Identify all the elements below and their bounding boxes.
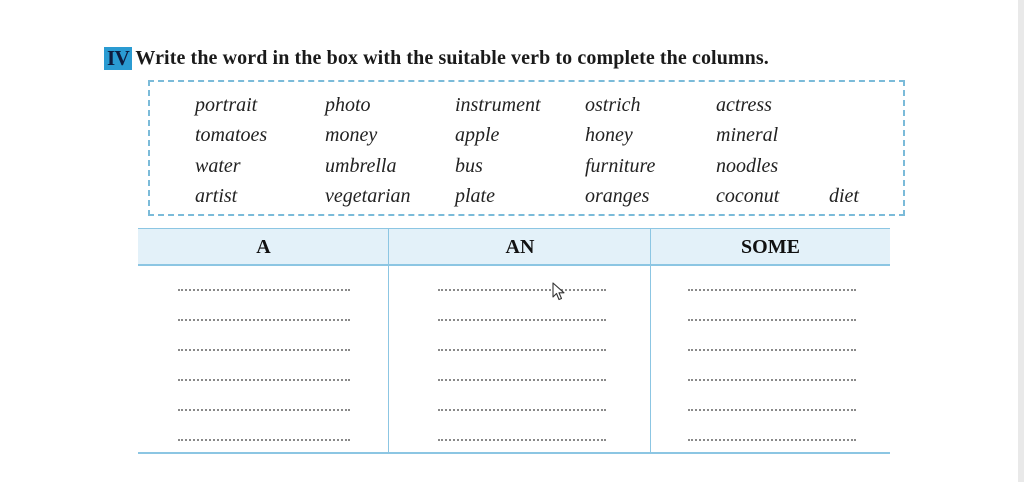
answer-line[interactable]: [438, 349, 606, 353]
answer-line[interactable]: [688, 349, 856, 353]
word-box-word: artist: [195, 185, 238, 207]
word-box-word: money: [325, 124, 378, 146]
answer-line[interactable]: [178, 379, 350, 383]
answer-line[interactable]: [688, 289, 856, 293]
word-box-word: oranges: [585, 185, 650, 207]
word-box-word: portrait: [195, 94, 258, 116]
word-box-word: furniture: [585, 155, 656, 177]
word-box-word: vegetarian: [325, 185, 411, 207]
word-box-word: coconut: [716, 185, 780, 207]
column-header-an: AN: [505, 236, 535, 258]
word-box-word: diet: [829, 185, 859, 207]
answer-line[interactable]: [178, 409, 350, 413]
column-divider: [388, 228, 389, 454]
answer-line[interactable]: [178, 349, 350, 353]
word-box-word: tomatoes: [195, 124, 268, 146]
word-box-word: instrument: [455, 94, 541, 116]
answer-line[interactable]: [688, 379, 856, 383]
word-box-word: honey: [585, 124, 633, 146]
answer-line[interactable]: [438, 439, 606, 443]
answer-line[interactable]: [178, 439, 350, 443]
answer-line[interactable]: [438, 319, 606, 323]
word-box-word: ostrich: [585, 94, 641, 116]
mouse-pointer-icon: [552, 282, 566, 302]
column-divider: [650, 228, 651, 454]
column-header-a: A: [256, 236, 271, 258]
answer-line[interactable]: [178, 289, 350, 293]
exercise-heading: [104, 47, 769, 70]
table-bottom-border: [138, 452, 890, 454]
word-box-word: noodles: [716, 155, 779, 177]
page-edge-shade: [1018, 0, 1024, 482]
word-box-word: actress: [716, 94, 772, 116]
answer-table: [138, 228, 890, 454]
answer-line[interactable]: [438, 379, 606, 383]
answer-line[interactable]: [438, 409, 606, 413]
answer-line[interactable]: [178, 319, 350, 323]
exercise-instruction: Write the word in the box with the suitable verb to complete the columns.: [135, 47, 769, 69]
word-box-word: mineral: [716, 124, 779, 146]
exercise-number-badge: IV: [104, 47, 132, 70]
word-box-word: water: [195, 155, 241, 177]
table-header-row: [138, 228, 890, 266]
word-box-word: plate: [455, 185, 495, 207]
column-header-some: SOME: [741, 236, 800, 258]
word-box-word: bus: [455, 155, 483, 177]
word-box-word: umbrella: [325, 155, 397, 177]
word-box-word: apple: [455, 124, 500, 146]
answer-line[interactable]: [688, 439, 856, 443]
answer-line[interactable]: [688, 409, 856, 413]
word-box-word: photo: [325, 94, 371, 116]
answer-line[interactable]: [438, 289, 606, 293]
answer-line[interactable]: [688, 319, 856, 323]
